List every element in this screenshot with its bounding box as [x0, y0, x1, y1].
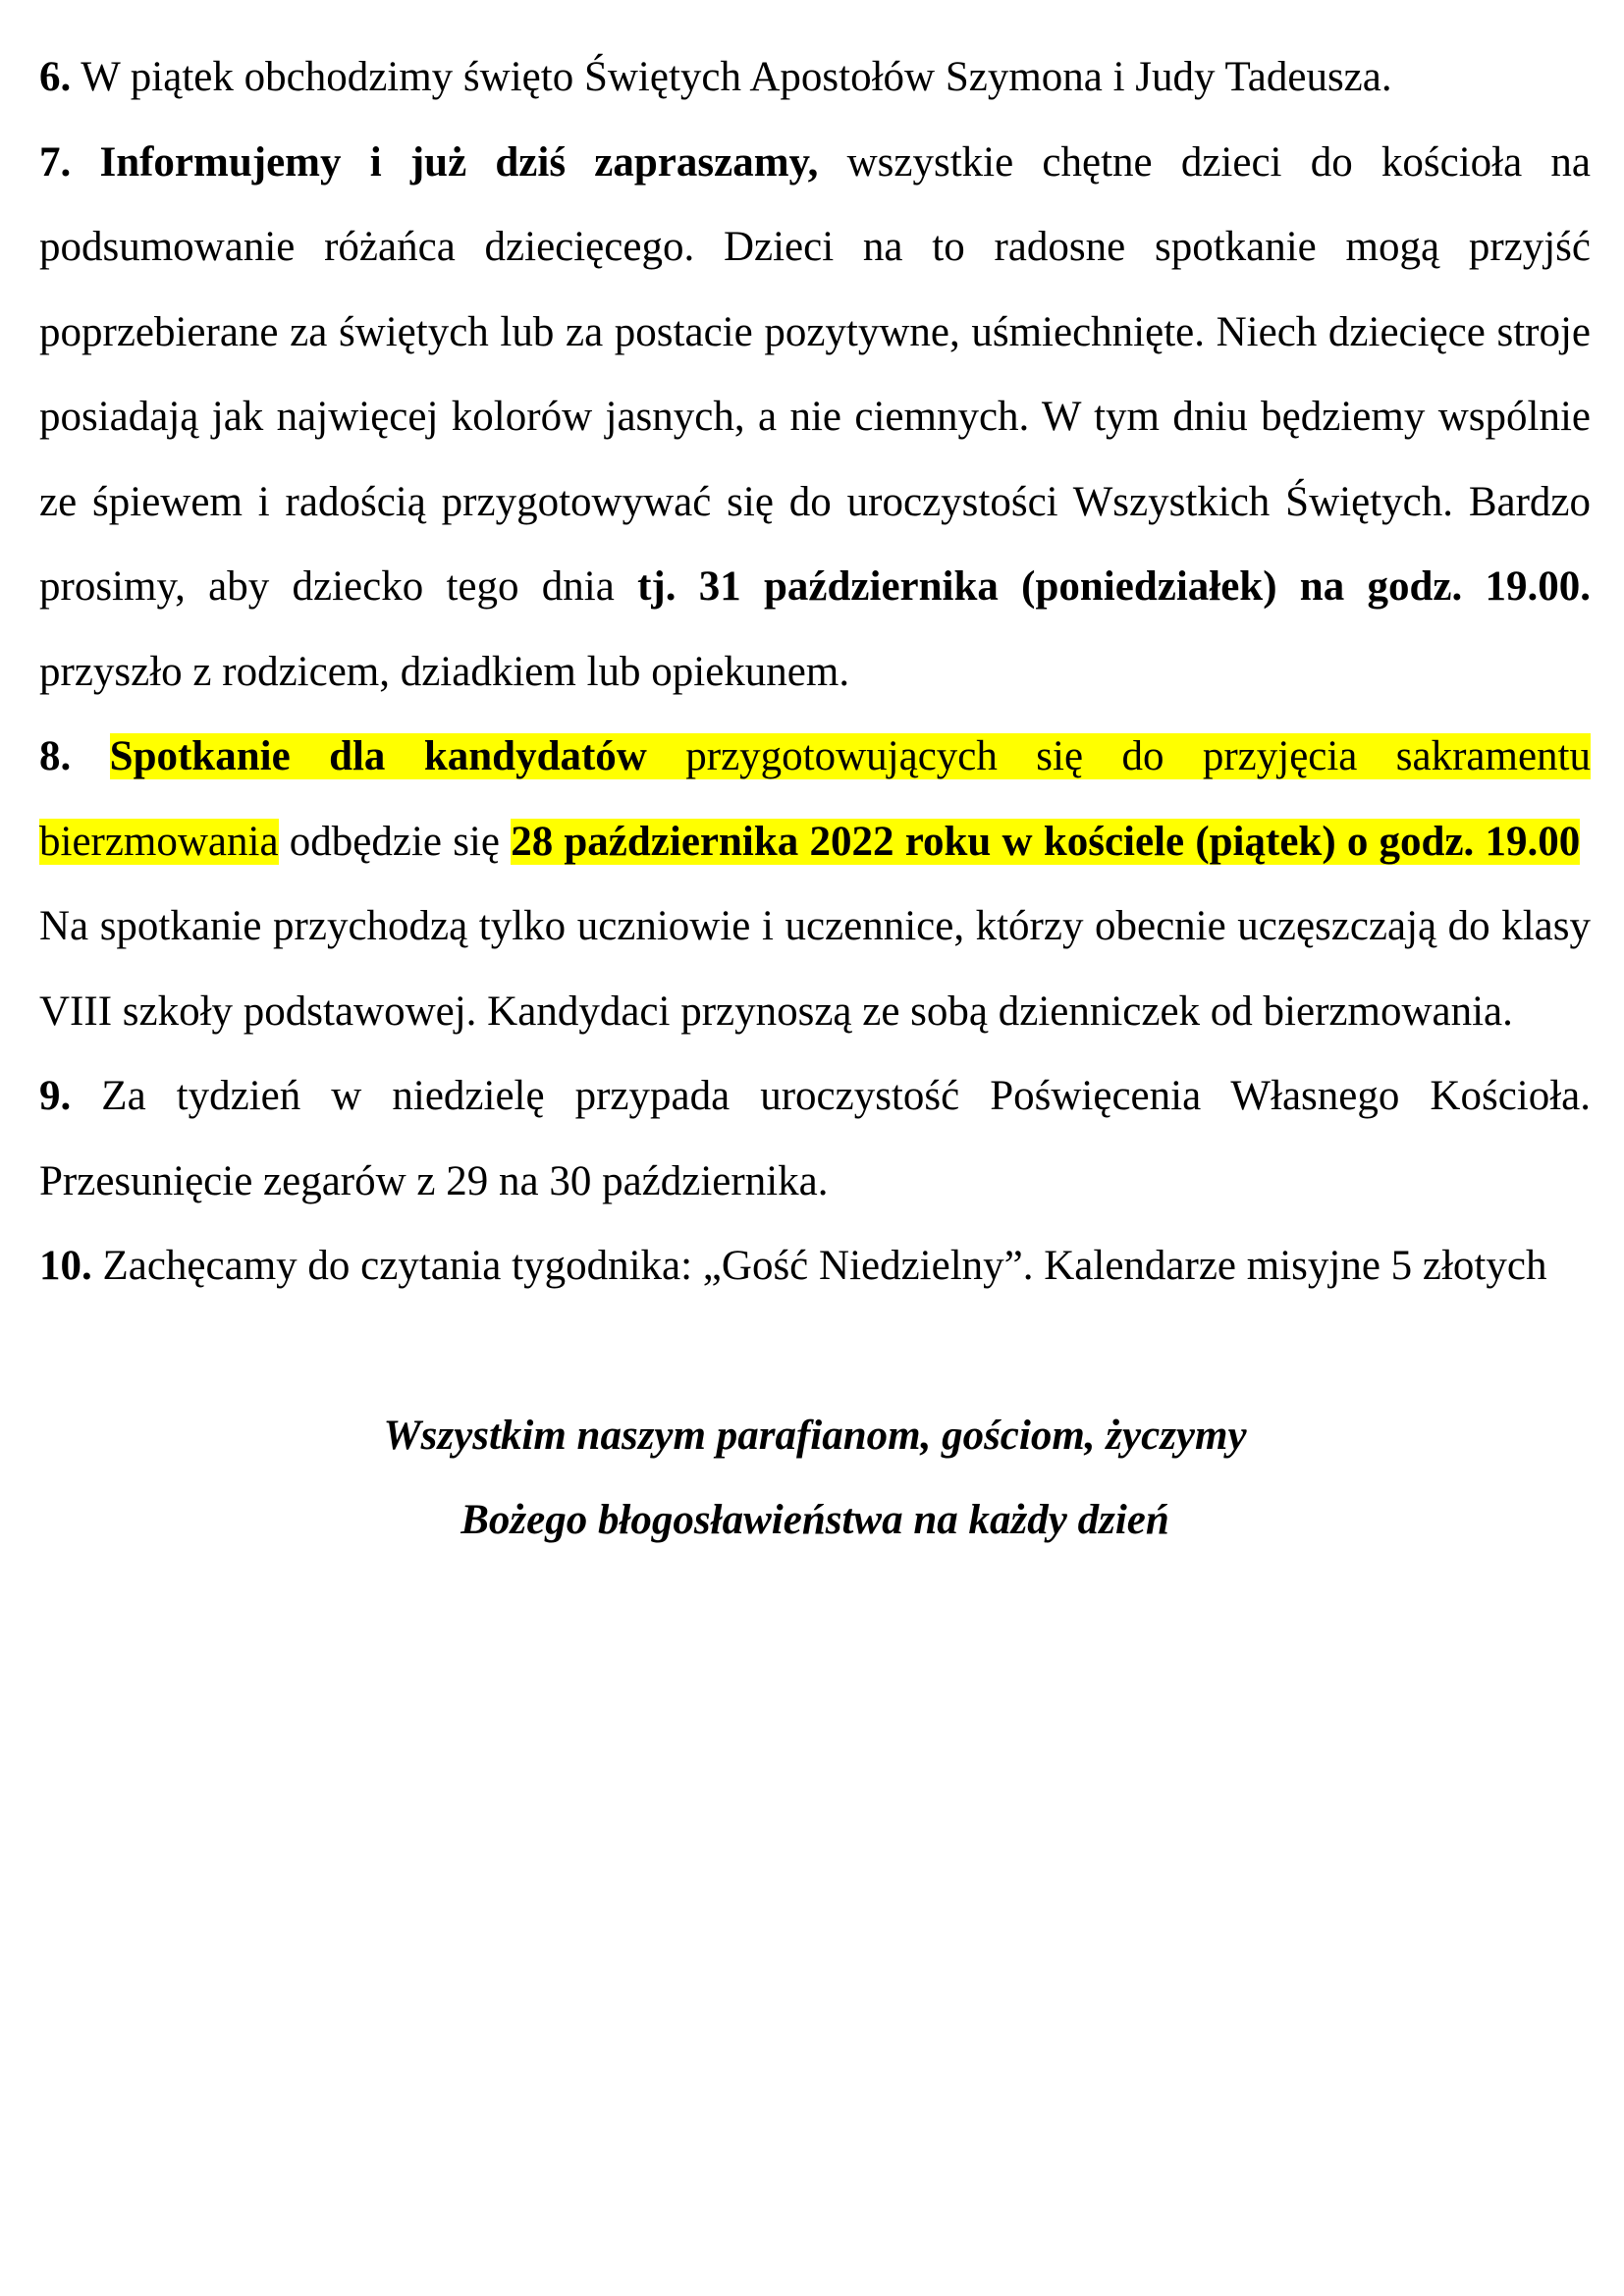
- item-9: [39, 1054, 1591, 1224]
- item-number: 7.: [39, 138, 72, 186]
- item-text: Zachęcamy do czytania tygodnika: „Gość Niedzielny”. Kalendarze misyjne 5 złotych: [102, 1243, 1547, 1289]
- item-number: 10.: [39, 1243, 92, 1289]
- item-8: [39, 715, 1591, 1054]
- item-10: [39, 1224, 1591, 1309]
- closing-line: Wszystkim naszym parafianom, gościom, życzymy: [383, 1412, 1247, 1459]
- item-7: [39, 121, 1591, 716]
- item-bold-date: tj. 31 października (poniedziałek) na godz. 19.00.: [637, 563, 1591, 610]
- item-number: 8.: [39, 733, 72, 779]
- item-text: wszystkie chętne dzieci do kościoła na podsumowanie różańca dziecięcego. Dzieci na to radosne spotkanie mogą przyjść poprzebierane za świętych lub za postacie pozytywne, uśmiechnięte. Niech dziecięce stroje posiadają jak najwięcej kolorów jasnych, a nie ciemnych. W tym dniu będziemy wspólnie ze śpiewem i radością przygotowywać się do uroczystości Wszystkich Świętych. Bardzo prosimy, aby dziecko tego dnia: [39, 138, 1592, 610]
- item-text: odbędzie się: [289, 818, 500, 865]
- closing-line: Bożego błogosławieństwa na każdy dzień: [460, 1496, 1169, 1543]
- item-text: przyszło z rodzicem, dziadkiem lub opiekunem.: [39, 648, 850, 695]
- item-6: [39, 35, 1591, 121]
- highlighted-bold-date: 28 października 2022 roku w kościele (piątek) o godz. 19.00: [511, 818, 1581, 865]
- item-text: Za tydzień w niedzielę przypada uroczystość Poświęcenia Własnego Kościoła. Przesunięcie zegarów z 29 na 30 października.: [39, 1073, 1592, 1204]
- item-text: W piątek obchodzimy święto Świętych Apostołów Szymona i Judy Tadeusza.: [81, 54, 1392, 100]
- item-text: Na spotkanie przychodzą tylko uczniowie i uczennice, którzy obecnie uczęszczają do klasy VIII szkoły podstawowej. Kandydaci przynoszą ze sobą dzienniczek od bierzmowania.: [39, 903, 1591, 1035]
- highlighted-bold-text: Spotkanie dla kandydatów: [109, 733, 647, 779]
- item-number: 9.: [39, 1073, 72, 1119]
- item-bold-lead: Informujemy i już dziś zapraszamy,: [99, 138, 819, 186]
- closing-blessing: [39, 1394, 1591, 1563]
- highlighted-text: przygotowujących się do przyjęcia sakramentu bierzmowania: [39, 733, 1591, 865]
- item-number: 6.: [39, 54, 72, 100]
- document-page: [39, 35, 1591, 1563]
